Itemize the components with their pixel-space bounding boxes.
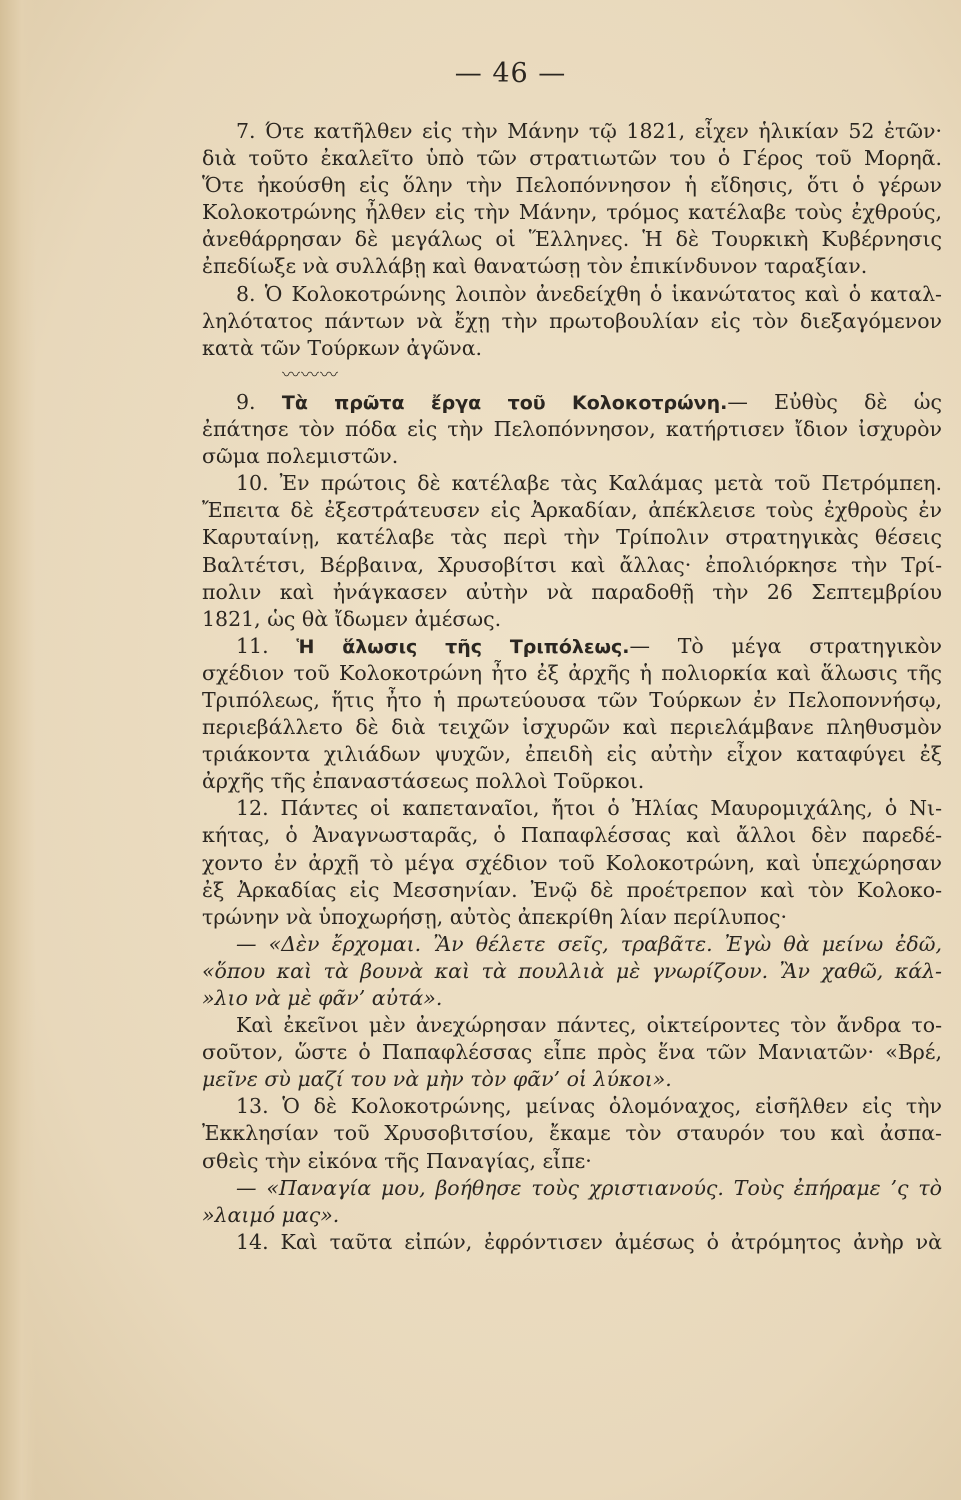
text-line: ἐξ Ἀρκαδίας εἰς Μεσσηνίαν. Ἐνῷ δὲ προέτρεπον καὶ τὸν Κολοκο- — [202, 877, 942, 902]
text-line: μεῖνε σὺ μαζί του νὰ μὴν τὸν φᾶν’ οἱ λύκοι». — [202, 1067, 672, 1092]
text-line: Ὅτε ἠκούσθη εἰς ὅλην τὴν Πελοπόννησον ἡ εἴδησις, ὅτι ὁ γέρων — [202, 173, 942, 198]
text-line: 12. Πάντες οἱ καπεταναῖοι, ἤτοι ὁ Ἠλίας Μαυρομιχάλης, ὁ Νι- — [236, 796, 942, 821]
text-line: περιεβάλλετο δὲ διὰ τειχῶν ἰσχυρῶν καὶ περιελάμβανε πληθυσμὸν — [202, 715, 942, 740]
line-text: — Εὐθὺς δὲ ὡς — [727, 389, 942, 414]
text-line: σχέδιον τοῦ Κολοκοτρώνη ἦτο ἐξ ἀρχῆς ἡ πολιορκία καὶ ἅλωσις τῆς — [202, 660, 942, 685]
text-line: τριάκοντα χιλιάδων ψυχῶν, ἐπειδὴ εἰς αὐτὴν εἶχον καταφύγει ἐξ — [202, 742, 942, 767]
section-heading-line — [202, 633, 942, 660]
text-line: ἀνεθάρρησαν δὲ μεγάλως οἱ Ἕλληνες. Ἡ δὲ Τουρκικὴ Κυβέρνησις — [202, 227, 942, 252]
text-line: — «Παναγία μου, βοήθησε τοὺς χριστιανούς. Τοὺς ἐπήραμε ’ς τὸ — [236, 1175, 942, 1200]
text-line: Βαλτέτσι, Βέρβαινα, Χρυσοβίτσι καὶ ἄλλας· ἐπολιόρκησε τὴν Τρί- — [202, 552, 942, 577]
text-line: 14. Καὶ ταῦτα εἰπών, ἐφρόντισεν ἀμέσως ὁ ἀτρόμητος ἀνὴρ νὰ — [236, 1229, 942, 1254]
page-number: — 46 — — [454, 58, 567, 89]
text-line: σοῦτον, ὥστε ὁ Παπαφλέσσας εἶπε πρὸς ἕνα τῶν Μανιατῶν· «Βρέ, — [202, 1040, 942, 1065]
text-line: κήτας, ὁ Ἀναγνωσταρᾶς, ὁ Παπαφλέσσας καὶ ἄλλοι δὲν παρεδέ- — [202, 823, 942, 848]
text-line: Τριπόλεως, ἥτις ἦτο ἡ πρωτεύουσα τῶν Τούρκων ἐν Πελοποννήσῳ, — [202, 687, 942, 712]
section-heading-line — [202, 389, 942, 416]
text-line: τρώνην νὰ ὑποχωρήσῃ, αὐτὸς ἀπεκρίθη λίαν περίλυπος· — [202, 904, 787, 929]
text-line: 8. Ὁ Κολοκοτρώνης λοιπὸν ἀνεδείχθη ὁ ἱκανώτατος καὶ ὁ καταλ- — [236, 281, 942, 306]
section-heading: Ἡ ἅλωσις τῆς Τριπόλεως. — [296, 635, 630, 658]
page-spine-shadow — [0, 0, 36, 1500]
text-line: 1821, ὡς θὰ ἴδωμεν ἀμέσως. — [202, 606, 502, 631]
text-line: σθεὶς τὴν εἰκόνα τῆς Παναγίας, εἶπε· — [202, 1148, 592, 1173]
text-line: διὰ τοῦτο ἐκαλεῖτο ὑπὸ τῶν στρατιωτῶν του ὁ Γέρος τοῦ Μορηᾶ. — [202, 146, 942, 171]
paragraph-number: 9. — [236, 389, 282, 414]
text-line: κατὰ τῶν Τούρκων ἀγῶνα. — [202, 335, 483, 360]
text-line: 7. Ότε κατῆλθεν εἰς τὴν Μάνην τῷ 1821, εἶχεν ἡλικίαν 52 ἐτῶν· — [236, 119, 942, 143]
text-line: Ἔπειτα δὲ ἐξεστράτευσεν εἰς Ἀρκαδίαν, ἀπέκλεισε τοὺς ἐχθροὺς ἐν — [202, 498, 942, 523]
text-line: πολιν καὶ ἠνάγκασεν αὐτὴν νὰ παραδοθῇ τὴν 26 Σεπτεμβρίου — [202, 579, 942, 604]
text-line: ληλότατος πάντων νὰ ἔχῃ τὴν πρωτοβουλίαν εἰς τὸν διεξαγόμενον — [202, 308, 942, 333]
text-line: Καὶ ἐκεῖνοι μὲν ἀνεχώρησαν πάντες, οἰκτείροντες τὸν ἄνδρα το- — [236, 1013, 942, 1038]
body-text — [202, 118, 942, 1256]
paragraph-number: 11. — [236, 633, 297, 658]
text-line: ἐπεδίωξε νὰ συλλάβῃ καὶ θανατώσῃ τὸν ἐπικίνδυνον ταραξίαν. — [202, 254, 868, 279]
text-line: Κολοκοτρώνης ἦλθεν εἰς τὴν Μάνην, τρόμος κατέλαβε τοὺς ἐχθρούς, — [202, 200, 942, 225]
text-line: χοντο ἐν ἀρχῇ τὸ μέγα σχέδιον τοῦ Κολοκοτρώνη, καὶ ὑπεχώρησαν — [202, 850, 942, 875]
text-line: ἀρχῆς τῆς ἐπαναστάσεως πολλοὶ Τοῦρκοι. — [202, 769, 645, 794]
text-line: ἐπάτησε τὸν πόδα εἰς τὴν Πελοπόννησον, κατήρτισεν ἴδιον ἰσχυρὸν — [202, 417, 942, 442]
text-line: »λιο νὰ μὲ φᾶν’ αὐτά». — [202, 986, 443, 1010]
text-line: «ὅπου καὶ τὰ βουνὰ καὶ τὰ πουλλιὰ μὲ γνωρίζουν. Ἂν χαθῶ, κάλ- — [202, 958, 942, 983]
section-heading: Τὰ πρῶτα ἔργα τοῦ Κολοκοτρώνη. — [281, 391, 728, 414]
text-line: — «Δὲν ἔρχομαι. Ἂν θέλετε σεῖς, τραβᾶτε. Ἐγὼ θὰ μείνω ἐδῶ, — [236, 931, 942, 956]
text-line: 13. Ὁ δὲ Κολοκοτρώνης, μείνας ὁλομόναχος, εἰσῆλθεν εἰς τὴν — [236, 1094, 942, 1119]
line-text: — Τὸ μέγα στρατηγικὸν — [629, 633, 942, 658]
ornament-divider: 〰〰〰 — [282, 364, 339, 386]
text-line: σῶμα πολεμιστῶν. — [202, 444, 399, 469]
text-line: Καρυταίνῃ, κατέλαβε τὰς περὶ τὴν Τρίπολιν στρατηγικὰς θέσεις — [202, 525, 942, 550]
text-line: Ἐκκλησίαν τοῦ Χρυσοβιτσίου, ἔκαμε τὸν σταυρόν του καὶ ἀσπα- — [202, 1121, 942, 1146]
text-line: 10. Ἐν πρώτοις δὲ κατέλαβε τὰς Καλάμας μετὰ τοῦ Πετρόμπεη. — [236, 471, 942, 496]
text-line: »λαιμό μας». — [202, 1202, 340, 1227]
